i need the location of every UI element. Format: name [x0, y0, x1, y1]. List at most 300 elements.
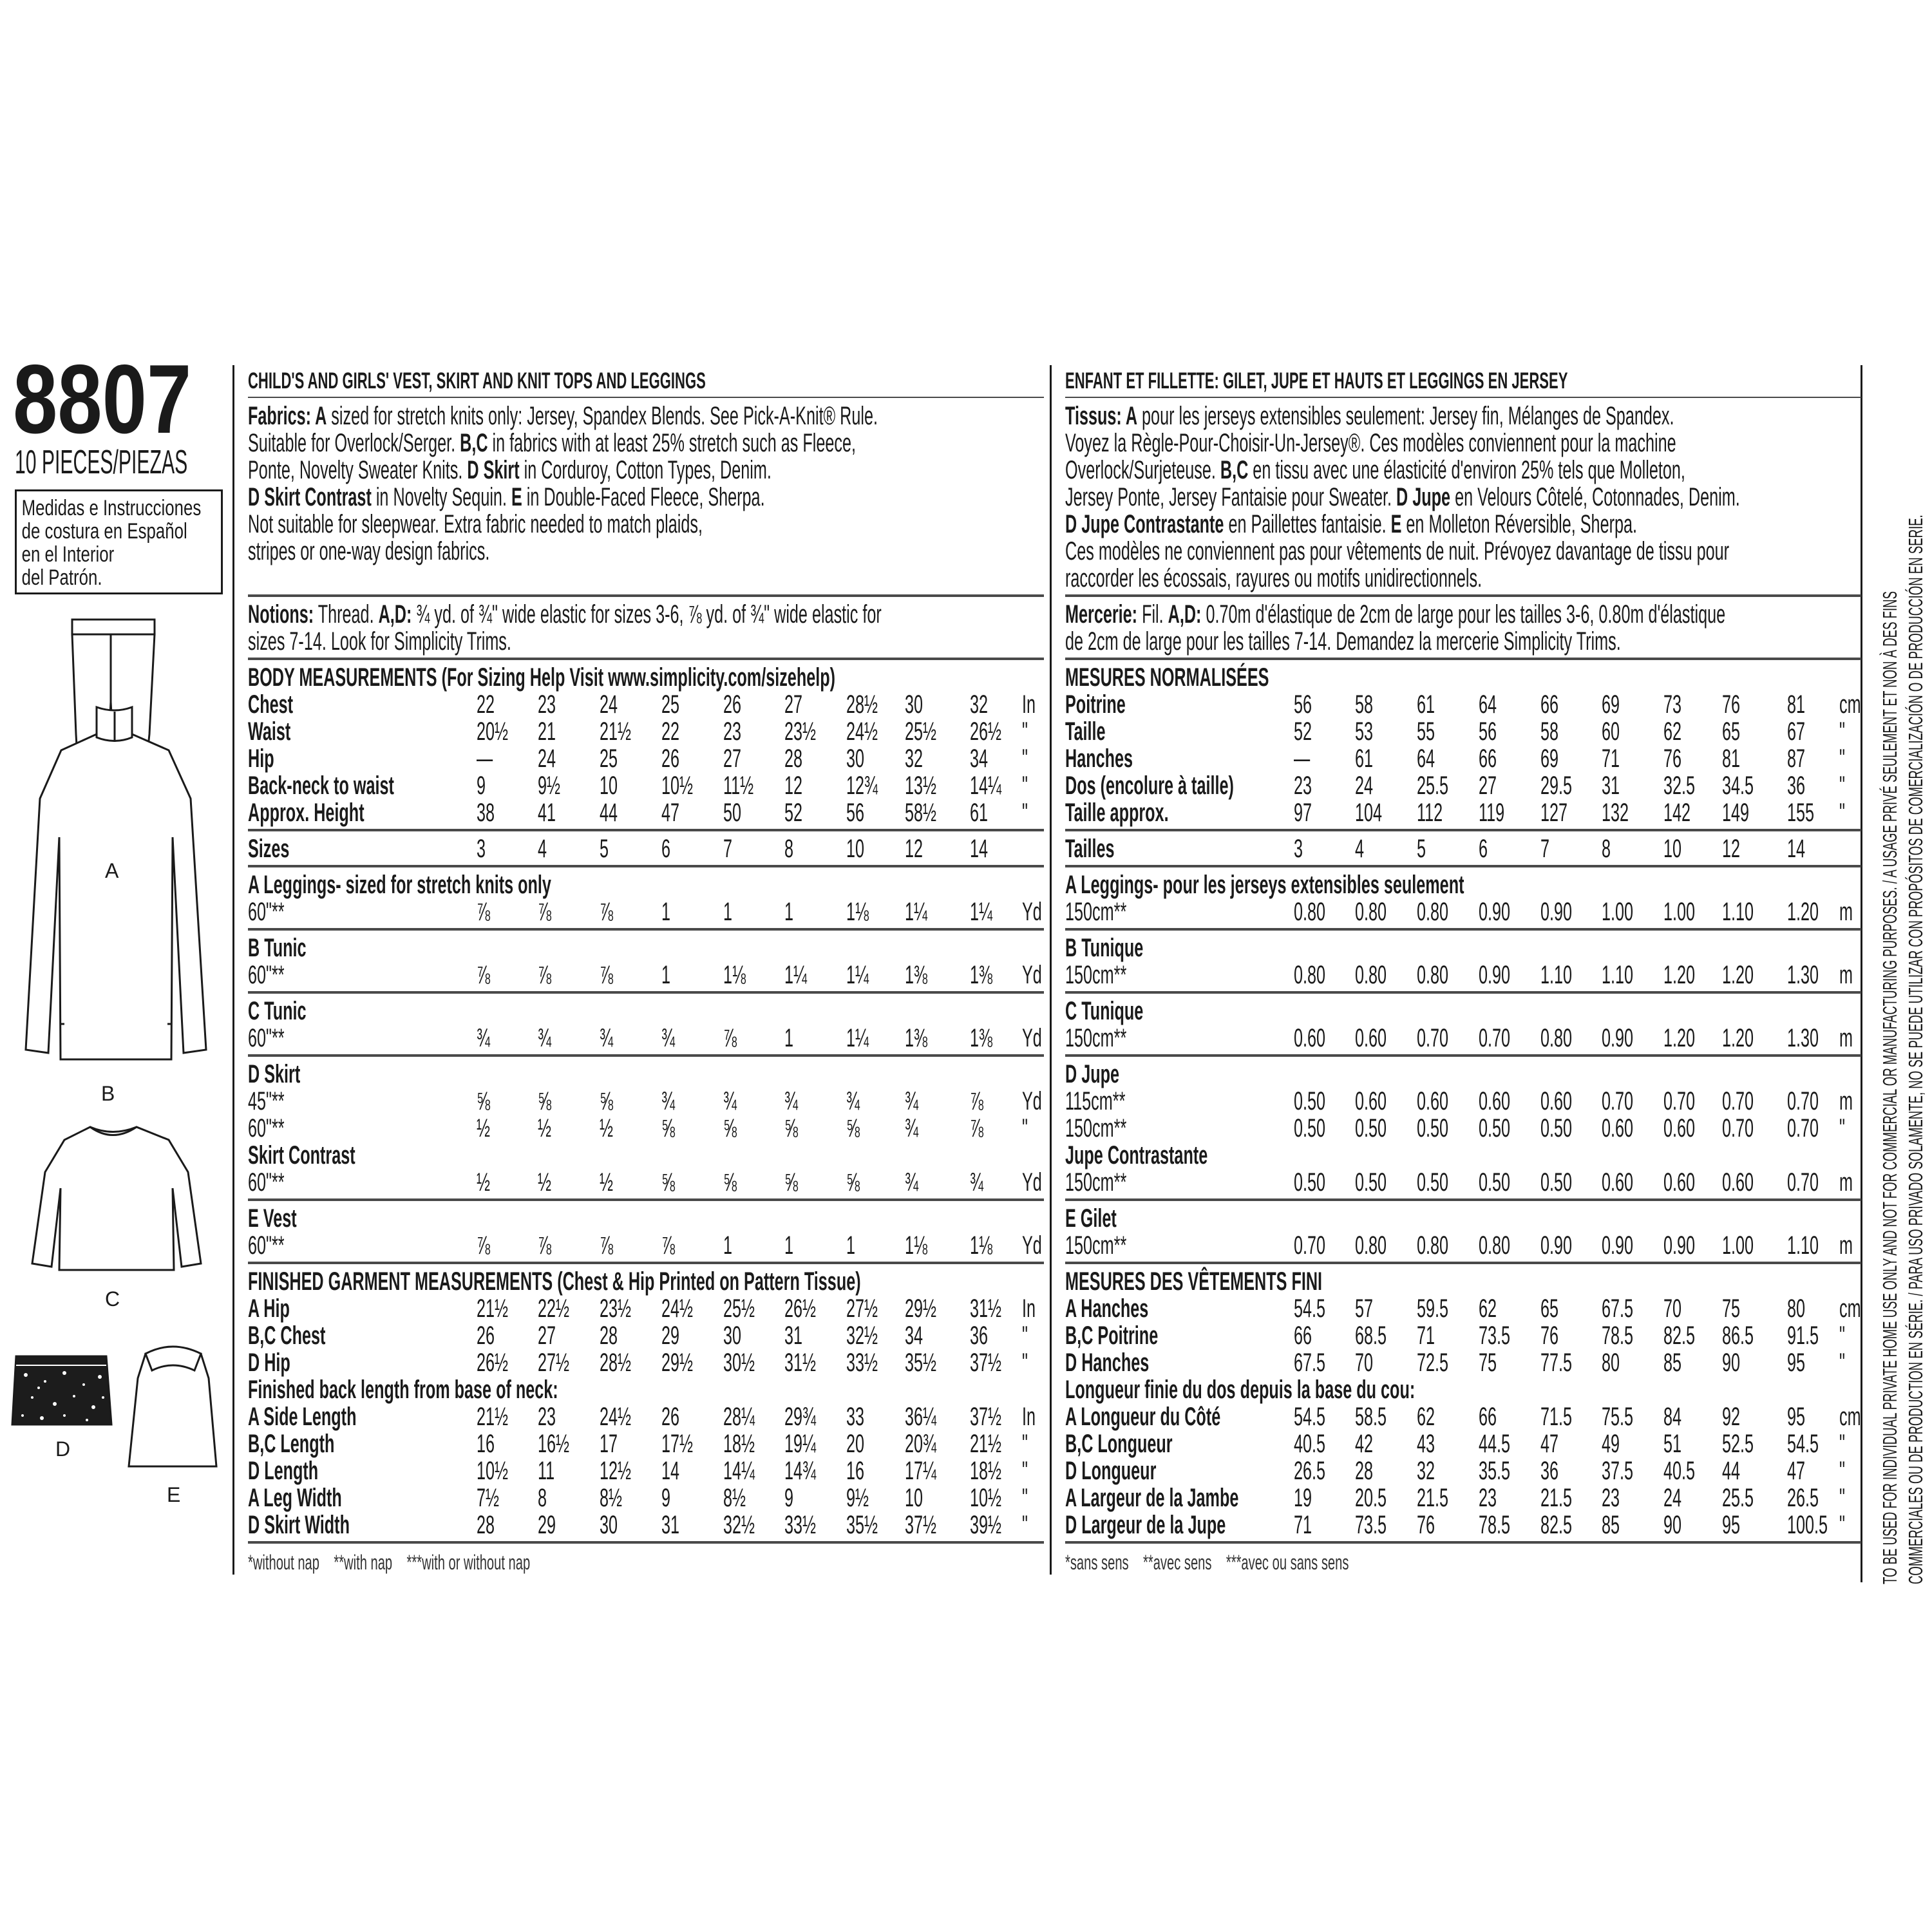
cell-value: ⅞: [970, 1114, 984, 1142]
cell-value: 0.50: [1479, 1114, 1511, 1142]
text-segment: Suitable for Overlock/Serger.: [248, 429, 460, 457]
cell-value: ⅞: [723, 1024, 737, 1052]
yardage-view-heading-text: C Tunique: [1065, 997, 1144, 1025]
cell-value: 1: [784, 1231, 794, 1260]
row-label: 60"**: [248, 1114, 285, 1142]
cell-value: 0.60: [1417, 1087, 1449, 1115]
body-measurement-row: [1065, 745, 1861, 772]
cell-value: 70: [1663, 1294, 1682, 1323]
cell-value: 75.5: [1602, 1403, 1634, 1431]
cell-value: 73.5: [1479, 1321, 1511, 1350]
cell-value: ¾: [600, 1024, 614, 1052]
unit-label: ": [1839, 744, 1845, 773]
finished-measurement-row: [248, 1349, 1044, 1376]
cell-value: 22: [477, 690, 495, 719]
cell-value: 8: [1602, 835, 1611, 863]
divider-rule: [248, 991, 1044, 994]
cell-value: 53: [1355, 717, 1374, 746]
cell-value: 29.5: [1540, 772, 1573, 800]
text-segment: Tissus: A: [1065, 402, 1138, 430]
notions-line: [248, 601, 1044, 628]
unit-label: ": [1839, 772, 1845, 800]
cell-value: 0.70: [1479, 1024, 1511, 1052]
divider-rule: [248, 865, 1044, 867]
row-label: B,C Length: [248, 1430, 335, 1458]
vest-e-illustration: [129, 1347, 216, 1466]
unit-label: ": [1839, 1430, 1845, 1458]
unit-label: ": [1022, 1114, 1028, 1142]
yardage-view-heading: [248, 1142, 1044, 1169]
unit-label: In: [1022, 1403, 1036, 1431]
cell-value: 23½: [600, 1294, 632, 1323]
unit-label: m: [1839, 1087, 1853, 1115]
unit-label: ": [1839, 1511, 1845, 1539]
cell-value: 78.5: [1602, 1321, 1634, 1350]
yardage-view-heading-text: E Gilet: [1065, 1204, 1117, 1233]
fabrics-line-text: [1065, 484, 1740, 511]
text-segment: A,D:: [1168, 600, 1202, 629]
fabrics-line: [1065, 430, 1861, 457]
yardage-view-heading: [1065, 934, 1861, 961]
divider-rule: [248, 1054, 1044, 1057]
unit-label: Yd: [1022, 1087, 1042, 1115]
cell-value: 21½: [600, 717, 632, 746]
row-label: B,C Chest: [248, 1321, 326, 1350]
cell-value: 32½: [846, 1321, 878, 1350]
cell-value: 30½: [723, 1349, 755, 1377]
cell-value: 76: [1663, 744, 1682, 773]
row-label: Sizes: [248, 835, 290, 863]
text-segment: Jersey Ponte, Jersey Fantaisie pour Sweater.: [1065, 483, 1397, 511]
cell-value: 31: [1602, 772, 1620, 800]
unit-label: ": [1839, 1321, 1845, 1350]
yardage-view-heading-text: B Tunic: [248, 934, 307, 962]
cell-value: 31: [661, 1511, 680, 1539]
cell-value: 54.5: [1294, 1294, 1326, 1323]
cell-value: 72.5: [1417, 1349, 1449, 1377]
cell-value: 57: [1355, 1294, 1374, 1323]
cell-value: 66: [1540, 690, 1559, 719]
cell-value: 112: [1417, 799, 1443, 827]
body-measurement-row: [248, 745, 1044, 772]
row-label: D Skirt Width: [248, 1511, 350, 1539]
cell-value: 20.5: [1355, 1484, 1387, 1512]
cell-value: 55: [1417, 717, 1435, 746]
cell-value: 0.70: [1294, 1231, 1326, 1260]
cell-value: 26.5: [1787, 1484, 1819, 1512]
divider-rule: [1065, 1262, 1861, 1264]
yardage-row: [248, 1169, 1044, 1196]
view-label-c: C: [105, 1287, 120, 1311]
cell-value: 0.70: [1787, 1168, 1819, 1197]
divider-rule: [1065, 1541, 1861, 1544]
body-measurement-row: [1065, 799, 1861, 826]
cell-value: 52: [784, 799, 803, 827]
view-illustrations: [0, 605, 232, 1520]
cell-value: 1⅜: [970, 1024, 993, 1052]
cell-value: 21½: [477, 1294, 509, 1323]
cell-value: 32: [1417, 1457, 1435, 1485]
cell-value: 0.60: [1355, 1087, 1387, 1115]
fabrics-line: [1065, 511, 1861, 538]
divider-rule: [1065, 594, 1861, 597]
unit-label: ": [1022, 772, 1028, 800]
cell-value: 54.5: [1787, 1430, 1819, 1458]
row-label: Approx. Height: [248, 799, 365, 827]
cell-value: 0.90: [1540, 1231, 1573, 1260]
row-label: D Hip: [248, 1349, 290, 1377]
cell-value: 16: [846, 1457, 865, 1485]
cell-value: 35.5: [1479, 1457, 1511, 1485]
cell-value: 119: [1479, 799, 1505, 827]
cell-value: ⅝: [784, 1114, 799, 1142]
cell-value: 56: [846, 799, 865, 827]
divider-rule: [248, 594, 1044, 597]
text-segment: E: [511, 483, 522, 511]
cell-value: 23½: [784, 717, 817, 746]
cell-value: 31½: [970, 1294, 1002, 1323]
back-length-row: [248, 1457, 1044, 1484]
finished-measurement-row: [1065, 1322, 1861, 1349]
cell-value: 34.5: [1722, 772, 1754, 800]
text-segment: Mercerie:: [1065, 600, 1138, 629]
cell-value: 28½: [600, 1349, 632, 1377]
yardage-view-heading-text: D Jupe: [1065, 1060, 1120, 1088]
cell-value: 9½: [846, 1484, 869, 1512]
row-label: 150cm**: [1065, 1114, 1127, 1142]
cell-value: 1: [784, 898, 794, 926]
divider-rule: [1065, 829, 1861, 831]
cell-value: 142: [1663, 799, 1691, 827]
yardage-view-heading: [1065, 1061, 1861, 1088]
notions-line: [1065, 628, 1861, 655]
text-segment: raccorder les écossais, rayures ou motifs unidirectionnels.: [1065, 564, 1482, 592]
cell-value: 0.90: [1479, 961, 1511, 989]
text-segment: Fil.: [1137, 600, 1168, 629]
cell-value: 21.5: [1417, 1484, 1449, 1512]
finished-measurements-heading-text: [1065, 1268, 1322, 1295]
cell-value: 0.90: [1663, 1231, 1696, 1260]
text-segment: Fabrics: A: [248, 402, 327, 430]
cell-value: 0.50: [1355, 1168, 1387, 1197]
cell-value: 23: [723, 717, 742, 746]
body-measurements-heading-text: [1065, 664, 1269, 691]
text-segment: (For Sizing Help Visit www.simplicity.com/sizehelp): [437, 663, 836, 692]
cell-value: ⅞: [661, 1231, 676, 1260]
cell-value: 66: [1479, 744, 1497, 773]
cell-value: 6: [661, 835, 671, 863]
cell-value: 67.5: [1294, 1349, 1326, 1377]
cell-value: 28¼: [723, 1403, 755, 1431]
text-segment: ¾ yd. of ¾" wide elastic for sizes 3-6, ⅞ yd. of ¾" wide elastic for: [412, 600, 882, 629]
cell-value: 36¼: [905, 1403, 937, 1431]
cell-value: 1¼: [905, 898, 928, 926]
text-segment: BODY MEASUREMENTS: [248, 663, 437, 692]
fabrics-line: [248, 511, 1044, 538]
cell-value: 1.10: [1787, 1231, 1819, 1260]
cell-value: ⅝: [661, 1168, 676, 1197]
cell-value: 52: [1294, 717, 1312, 746]
cell-value: 1.00: [1722, 1231, 1754, 1260]
cell-value: 21½: [970, 1430, 1002, 1458]
row-label: 60"**: [248, 961, 285, 989]
cell-value: 0.80: [1417, 961, 1449, 989]
finished-measurement-row: [248, 1295, 1044, 1322]
fabrics-line: [248, 430, 1044, 457]
cell-value: 5: [600, 835, 609, 863]
cell-value: 1.20: [1722, 961, 1754, 989]
row-label: A Largeur de la Jambe: [1065, 1484, 1239, 1512]
cell-value: 10: [905, 1484, 923, 1512]
piece-count: 10 PIECES/PIEZAS: [15, 444, 188, 481]
cell-value: 1: [723, 898, 733, 926]
cell-value: 24½: [600, 1403, 632, 1431]
cell-value: 1⅛: [905, 1231, 928, 1260]
cell-value: 1: [723, 1231, 733, 1260]
cell-value: 73: [1663, 690, 1682, 719]
cell-value: 26½: [784, 1294, 817, 1323]
column-divider: [232, 365, 234, 1575]
row-label: 60"**: [248, 1168, 285, 1197]
cell-value: ⅞: [600, 961, 614, 989]
yardage-view-heading-text: Jupe Contrastante: [1065, 1141, 1208, 1170]
fabrics-line-text: [248, 430, 856, 457]
cell-value: 22: [661, 717, 680, 746]
cell-value: 35½: [905, 1349, 937, 1377]
cell-value: 28: [477, 1511, 495, 1539]
row-label: Hip: [248, 744, 274, 773]
divider-rule: [1065, 1198, 1861, 1201]
cell-value: ½: [538, 1114, 552, 1142]
cell-value: 20½: [477, 717, 509, 746]
body-measurement-row: [1065, 772, 1861, 799]
unit-label: ": [1022, 1349, 1028, 1377]
cell-value: 51: [1663, 1430, 1682, 1458]
back-length-row: [1065, 1511, 1861, 1539]
yardage-row: [248, 961, 1044, 989]
row-label: 150cm**: [1065, 961, 1127, 989]
cell-value: 1.20: [1663, 961, 1696, 989]
cell-value: 25.5: [1417, 772, 1449, 800]
cell-value: 11½: [723, 772, 754, 800]
cell-value: 149: [1722, 799, 1750, 827]
cell-value: 66: [1479, 1403, 1497, 1431]
body-measurement-row: [248, 772, 1044, 799]
skirt-d-illustration: [12, 1356, 111, 1425]
cell-value: 25: [661, 690, 680, 719]
cell-value: ¾: [723, 1087, 737, 1115]
body-measurement-row: [1065, 718, 1861, 745]
cell-value: ⅝: [784, 1168, 799, 1197]
cell-value: 21: [538, 717, 556, 746]
unit-label: cm: [1839, 1403, 1861, 1431]
fabrics-line-text: [1065, 402, 1674, 430]
cell-value: 26½: [477, 1349, 509, 1377]
cell-value: ⅞: [477, 961, 491, 989]
section-title: [1065, 366, 1861, 393]
cell-value: 0.80: [1355, 898, 1387, 926]
row-label: A Hanches: [1065, 1294, 1149, 1323]
cell-value: ¾: [784, 1087, 799, 1115]
cell-value: 41: [538, 799, 556, 827]
unit-label: ": [1022, 1457, 1028, 1485]
cell-value: 47: [1787, 1457, 1806, 1485]
text-segment: D Jupe: [1396, 483, 1451, 511]
cell-value: 71: [1602, 744, 1620, 773]
cell-value: ¾: [905, 1087, 919, 1115]
cell-value: 44.5: [1479, 1430, 1511, 1458]
cell-value: 0.90: [1479, 898, 1511, 926]
cell-value: 9½: [538, 772, 561, 800]
cell-value: 9: [661, 1484, 671, 1512]
cell-value: 9: [784, 1484, 794, 1512]
cell-value: 85: [1663, 1349, 1682, 1377]
cell-value: 26: [477, 1321, 495, 1350]
yardage-row: [1065, 1232, 1861, 1259]
cell-value: 0.50: [1479, 1168, 1511, 1197]
text-segment: Ponte, Novelty Sweater Knits.: [248, 456, 468, 484]
tunic-c-illustration: [32, 1127, 201, 1270]
cell-value: 92: [1722, 1403, 1741, 1431]
cell-value: 29½: [905, 1294, 937, 1323]
spanish-box-line: del Patrón.: [21, 565, 102, 590]
cell-value: 10: [600, 772, 618, 800]
cell-value: 58: [1540, 717, 1559, 746]
cell-value: 61: [1355, 744, 1374, 773]
nap-footnote-text: *sans sens **avec sens ***avec ou sans sens: [1065, 1551, 1349, 1574]
divider-rule: [248, 1262, 1044, 1264]
text-segment: in Corduroy, Cotton Types, Denim.: [519, 456, 772, 484]
yardage-row: [1065, 898, 1861, 925]
cell-value: 24: [1355, 772, 1374, 800]
cell-value: 37½: [970, 1349, 1002, 1377]
cell-value: 18½: [723, 1430, 755, 1458]
cell-value: —: [1294, 744, 1311, 773]
cell-value: 42: [1355, 1430, 1374, 1458]
cell-value: 40.5: [1294, 1430, 1326, 1458]
cell-value: 87: [1787, 744, 1806, 773]
cell-value: 14: [1787, 835, 1806, 863]
cell-value: ⅝: [661, 1114, 676, 1142]
cell-value: 0.60: [1602, 1114, 1634, 1142]
cell-value: 1⅜: [905, 961, 928, 989]
cell-value: 47: [1540, 1430, 1559, 1458]
yardage-row: [1065, 1169, 1861, 1196]
back-length-row: [248, 1430, 1044, 1457]
text-segment: en Molleton Réversible, Sherpa.: [1401, 510, 1638, 538]
cell-value: 0.50: [1540, 1168, 1573, 1197]
cell-value: 8: [784, 835, 794, 863]
view-label-d: D: [55, 1437, 71, 1461]
cell-value: 80: [1787, 1294, 1806, 1323]
cell-value: 1¼: [846, 1024, 869, 1052]
row-label: Back-neck to waist: [248, 772, 394, 800]
cell-value: 60: [1602, 717, 1620, 746]
back-length-heading-text: Longueur finie du dos depuis la base du cou:: [1065, 1376, 1416, 1404]
cell-value: 1¼: [846, 961, 869, 989]
unit-label: ": [1839, 1484, 1845, 1512]
cell-value: ⅝: [600, 1087, 614, 1115]
row-label: A Hip: [248, 1294, 290, 1323]
sizes-row: [248, 835, 1044, 862]
unit-label: ": [1839, 717, 1845, 746]
cell-value: 82.5: [1540, 1511, 1573, 1539]
yardage-view-heading: [1065, 1205, 1861, 1232]
usage-disclaimer: [1877, 348, 1929, 1584]
cell-value: 80: [1602, 1349, 1620, 1377]
cell-value: 0.50: [1540, 1114, 1573, 1142]
view-label-b: B: [101, 1082, 115, 1105]
row-label: 45"**: [248, 1087, 285, 1115]
cell-value: 37½: [905, 1511, 937, 1539]
cell-value: 85: [1602, 1511, 1620, 1539]
cell-value: 0.50: [1417, 1114, 1449, 1142]
row-label: Tailles: [1065, 835, 1115, 863]
unit-label: m: [1839, 961, 1853, 989]
divider-rule: [248, 1198, 1044, 1201]
cell-value: 0.60: [1479, 1087, 1511, 1115]
unit-label: m: [1839, 1231, 1853, 1260]
divider-rule: [248, 658, 1044, 660]
yardage-view-heading-text: B Tunique: [1065, 934, 1144, 962]
cell-value: 25½: [723, 1294, 755, 1323]
cell-value: 14¼: [970, 772, 1002, 800]
text-segment: D Jupe Contrastante: [1065, 510, 1224, 538]
cell-value: 10½: [477, 1457, 509, 1485]
yardage-view-heading: [248, 1205, 1044, 1232]
cell-value: 13½: [905, 772, 937, 800]
cell-value: 3: [1294, 835, 1303, 863]
cell-value: 127: [1540, 799, 1568, 827]
finished-measurement-row: [1065, 1295, 1861, 1322]
back-length-row: [248, 1511, 1044, 1539]
cell-value: 10: [846, 835, 865, 863]
cell-value: 27: [1479, 772, 1497, 800]
cell-value: 81: [1787, 690, 1806, 719]
cell-value: 34: [970, 744, 989, 773]
cell-value: 0.60: [1294, 1024, 1326, 1052]
divider-rule: [1065, 1054, 1861, 1057]
cell-value: ¾: [846, 1087, 860, 1115]
yardage-row: [248, 898, 1044, 925]
cell-value: 7: [1540, 835, 1550, 863]
cell-value: ⅞: [477, 898, 491, 926]
text-segment: (Chest & Hip Printed on Pattern Tissue): [553, 1267, 861, 1296]
cell-value: 59.5: [1417, 1294, 1449, 1323]
row-label: Taille: [1065, 717, 1106, 746]
unit-label: cm: [1839, 690, 1861, 719]
body-measurement-row: [248, 691, 1044, 718]
cell-value: 0.80: [1417, 1231, 1449, 1260]
cell-value: 29½: [661, 1349, 694, 1377]
cell-value: 0.50: [1417, 1168, 1449, 1197]
back-length-heading-text: Finished back length from base of neck:: [248, 1376, 558, 1404]
cell-value: 27: [723, 744, 742, 773]
body-measurements-heading: [248, 664, 1044, 691]
cell-value: 0.60: [1602, 1168, 1634, 1197]
cell-value: ⅞: [538, 1231, 552, 1260]
cell-value: 155: [1787, 799, 1815, 827]
cell-value: 30: [600, 1511, 618, 1539]
cell-value: ⅞: [538, 961, 552, 989]
cell-value: 95: [1722, 1511, 1741, 1539]
back-length-row: [1065, 1430, 1861, 1457]
cell-value: 82.5: [1663, 1321, 1696, 1350]
french-column: [1065, 366, 1861, 1575]
unit-label: ": [1839, 799, 1845, 827]
fabrics-line-text: [1065, 457, 1685, 484]
fabrics-line-text: [1065, 538, 1729, 565]
